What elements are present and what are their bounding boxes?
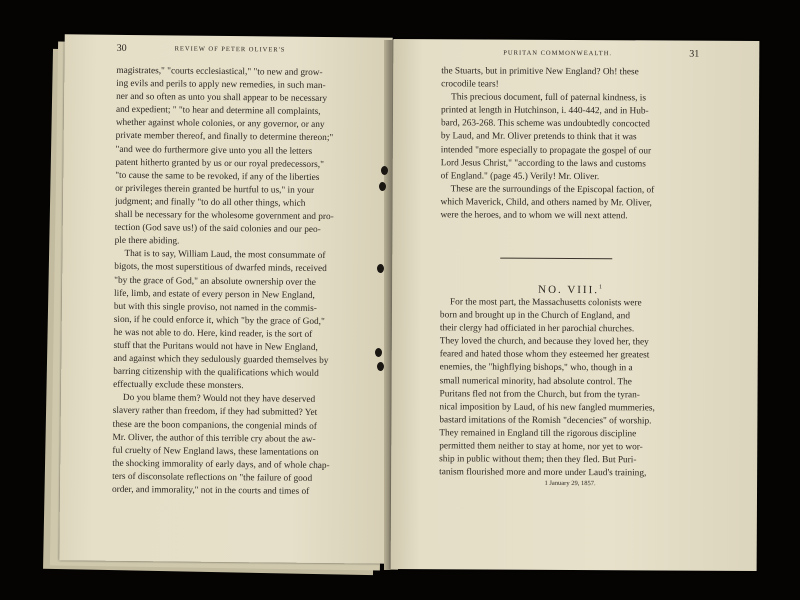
text-line: Puritans fled not from the Church, but from the tyran- [439, 388, 640, 400]
text-line: intended "more especially to propagate the gospel of our [440, 144, 652, 156]
text-line: This precious document, full of paternal kindness, is [451, 92, 647, 104]
text-line: barring citizenship with the qualifications which would [113, 366, 319, 380]
text-line: which Maverick, Child, and others named by Mr. Oliver, [440, 197, 652, 209]
text-line: private member thereof, and finally to determine thereon;" [115, 131, 334, 144]
text-line: by Laud, and Mr. Oliver pretends to think that it was [440, 131, 637, 143]
text-line: whether against whole colonies, or any governor, or any [115, 118, 325, 131]
text-line: ple there abiding. [114, 236, 180, 247]
text-line: the Stuarts, but in primitive New England? Oh! these [441, 66, 639, 78]
section-rule [500, 258, 612, 260]
text-line: the shocking immorality of early days, and of whole chap- [112, 458, 330, 471]
text-line: and expedient; " "to hear and determine all complaints, [115, 105, 321, 118]
text-line: or privileges therein granted be hurtful to us," in your [115, 183, 315, 196]
section-heading-text: NO. VIII. [538, 283, 600, 297]
text-line: ing evils and perils to apply new remedies, in such man- [116, 78, 326, 92]
text-line: permitted them neither to stay at home, nor yet to wor- [439, 441, 643, 453]
text-line: Mr. Oliver, the author of this terrible cry about the aw- [112, 432, 316, 445]
text-line: nical imposition by Laud, of his new fangled mummeries, [439, 402, 655, 414]
binding-hole [379, 182, 386, 191]
text-line: tanism flourished more and more under Laud's training, [439, 467, 647, 479]
text-line: born and brought up in the Church of England, and [439, 310, 631, 322]
text-line: their clergy had officiated in her parochial churches. [439, 323, 635, 335]
text-line: and against which they sedulously guarded themselves by [113, 353, 329, 367]
text-line: bastard imitations of the Romish "decencies" of worship. [439, 415, 652, 427]
section-heading [440, 283, 702, 296]
text-line: feared and hated those whom they esteemed her greatest [439, 349, 650, 361]
right-page-body-top [440, 65, 703, 223]
text-line: "and wee do furthermore give unto you all the letters [115, 144, 313, 157]
text-line: patent hitherto granted by us or our royal predecessors," [115, 157, 324, 170]
text-line: bigots, the most superstitious of dwarfed minds, received [114, 262, 327, 275]
text-line: enemies, the "highflying bishops," who, though in a [439, 362, 633, 374]
text-line: That is to say, William Laud, the most consummate of [124, 249, 326, 262]
left-running-head: REVIEW OF PETER OLIVER'S [174, 45, 286, 54]
text-line: Do you blame them? Would not they have deserved [122, 393, 316, 406]
text-line: life, limb, and estate of every person in New England, [113, 288, 315, 301]
binding-hole [377, 362, 384, 371]
footnote: 1 January 29, 1857. [544, 479, 596, 488]
text-line: these are the boon companions, the congenial minds of [112, 419, 317, 432]
text-line: These are the surroundings of the Episcopal faction, of [450, 184, 655, 196]
text-line: ship in public without them; then they fled. But Puri- [439, 454, 637, 466]
text-line: Lord Jesus Christ," "according to the laws and customs [440, 157, 646, 170]
text-line: small numerical minority, had absolute control. The [439, 375, 632, 387]
right-page-number: 31 [689, 48, 700, 60]
text-line: magistrates," "courts ecclesiastical," "to new and grow- [116, 65, 323, 78]
text-line: For the most part, the Massachusetts colonists were [449, 297, 642, 309]
binding-hole [377, 264, 384, 273]
text-line: printed at length in Hutchinson, i. 440-442, and in Hub- [440, 105, 649, 117]
text-line: sion, if he could enforce it, which "by the grace of God," [113, 314, 325, 327]
binding-hole [381, 166, 388, 175]
text-line: ful cruelty of New England laws, these lamentations on [112, 445, 319, 458]
right-page-body-bottom [439, 296, 702, 481]
text-line: effectually exclude these monsters. [113, 380, 244, 392]
text-line: bard, 263-268. This scheme was undoubtedly concocted [440, 118, 650, 130]
text-line: ner and so often as unto you shall appear to be necessary [116, 92, 328, 105]
footnote-marker: 1 [599, 284, 605, 291]
text-line: order, and immorality," not in the courts and times of [111, 484, 310, 497]
right-running-head: PURITAN COMMONWEALTH. [503, 49, 613, 58]
text-line: They remained in England till the rigorous discipline [439, 428, 637, 440]
text-line: but with this single proviso, not named in the commis- [113, 301, 317, 314]
text-line: "to cause the same to be revoked, if any of the liberties [115, 170, 320, 183]
text-line: tection (God save us!) of the said colonies and our peo- [114, 222, 321, 236]
right-page [391, 39, 760, 571]
text-line: shall be necessary for the wholesome government and pro- [114, 209, 334, 223]
left-page-body [112, 65, 379, 500]
text-line: "by the grace of God," an absolute ownership over the [114, 275, 316, 288]
left-page-number: 30 [116, 42, 127, 54]
binding-hole [375, 348, 382, 357]
text-line: crocodile tears! [441, 79, 499, 90]
text-line: They loved the church, and because they loved her, they [439, 336, 649, 348]
text-line: slavery rather than freedom, if they had submitted? Yet [112, 406, 318, 419]
text-line: ters of disconsolate reflections on "the failure of good [112, 471, 313, 484]
text-line: judgment; and finally "to do all other things, which [114, 196, 306, 209]
left-page [59, 34, 392, 563]
text-line: he was not able to do. Here, kind reader, is the sort of [113, 327, 313, 340]
text-line: were the heroes, and to whom we will next attend. [440, 210, 628, 222]
text-line: of England." (page 45.) Verily! Mr. Oliver. [440, 171, 600, 182]
text-line: stuff that the Puritans would not have in New England, [113, 340, 318, 353]
